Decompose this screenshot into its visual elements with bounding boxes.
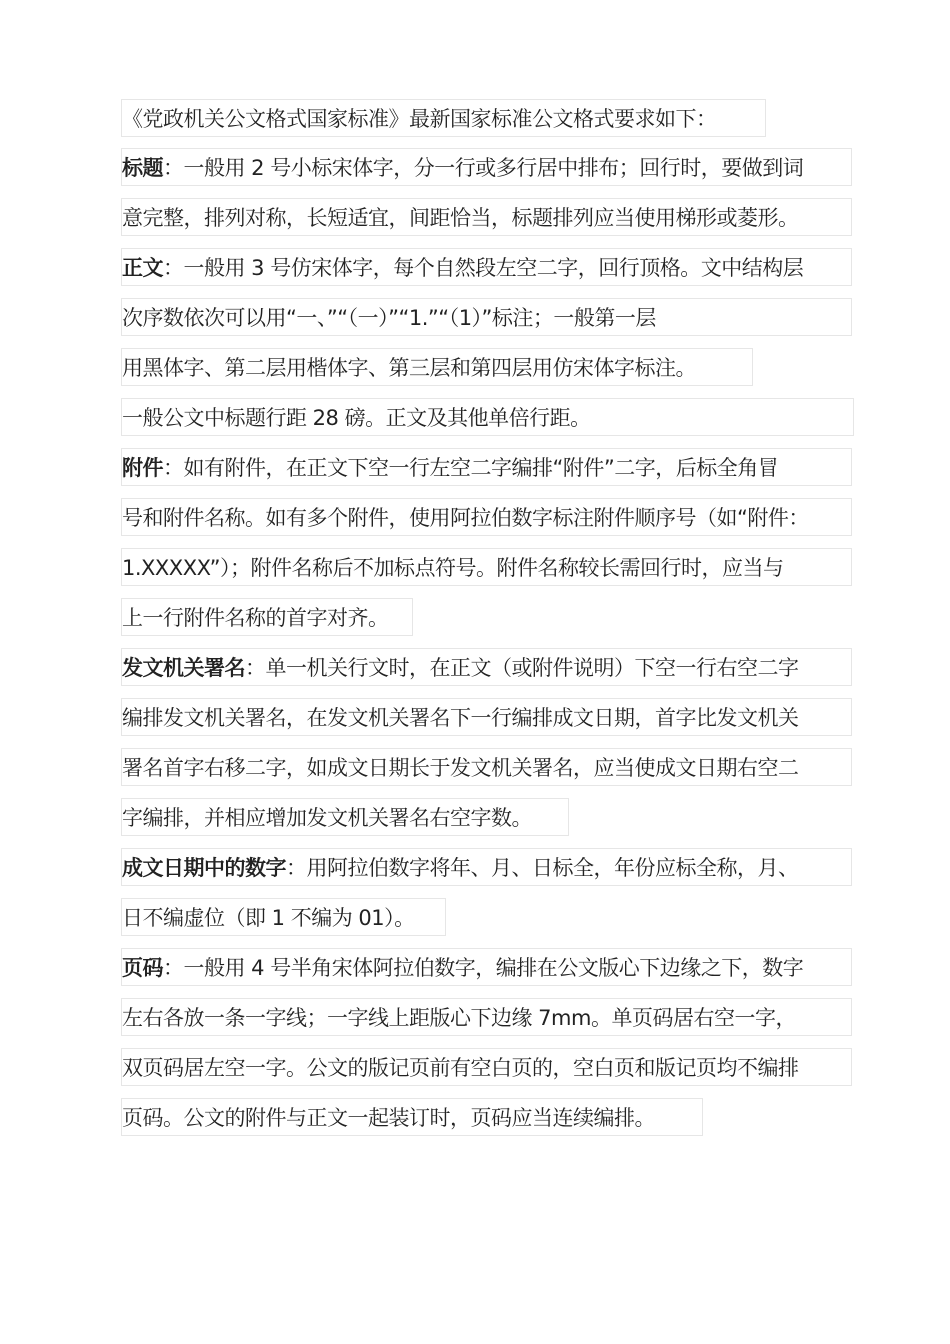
- attachment-section-line-4: [121, 598, 413, 636]
- body-section-line-3: [121, 348, 753, 386]
- date-section-text-2: 日不编虚位（即 1 不编为 01）。: [122, 906, 415, 930]
- body-section-text-4: 一般公文中标题行距 28 磅。正文及其他单倍行距。: [122, 406, 591, 430]
- attachment-section-line-2: [121, 498, 852, 536]
- page-number-section-line-4: [121, 1098, 703, 1136]
- title-section-heading: 标题: [122, 156, 163, 180]
- date-section-heading: 成文日期中的数字: [122, 856, 286, 880]
- page-number-section-text-3: 双页码居左空一字。公文的版记页前有空白页的，空白页和版记页均不编排: [122, 1056, 799, 1080]
- attachment-section-text-2: 号和附件名称。如有多个附件，使用阿拉伯数字标注附件顺序号（如“附件：: [122, 506, 809, 530]
- page-number-section-line-2: [121, 998, 852, 1036]
- attachment-section-line-3: [121, 548, 852, 586]
- issuer-section-text-3: 署名首字右移二字，如成文日期长于发文机关署名，应当使成文日期右空二: [122, 756, 799, 780]
- issuer-section-line-2: [121, 698, 852, 736]
- issuer-section-line-1: [121, 648, 852, 686]
- date-section-text-1: ：用阿拉伯数字将年、月、日标全，年份应标全称，月、: [286, 856, 799, 880]
- page-number-section-text-2: 左右各放一条一字线；一字线上距版心下边缘 7mm。单页码居右空一字，: [122, 1006, 796, 1030]
- date-section-line-1: [121, 848, 852, 886]
- attachment-section-heading: 附件: [122, 456, 163, 480]
- attachment-section-line-1: [121, 448, 852, 486]
- title-section-text-2: 意完整，排列对称，长短适宜，间距恰当，标题排列应当使用梯形或菱形。: [122, 206, 799, 230]
- title-section-line-2: [121, 198, 852, 236]
- issuer-section-text-1: ：单一机关行文时，在正文（或附件说明）下空一行右空二字: [245, 656, 799, 680]
- date-section-line-2: [121, 898, 446, 936]
- title-section-line-1: [121, 148, 852, 186]
- issuer-section-text-2: 编排发文机关署名，在发文机关署名下一行编排成文日期，首字比发文机关: [122, 706, 799, 730]
- page-number-section-text-4: 页码。公文的附件与正文一起装订时，页码应当连续编排。: [122, 1106, 655, 1130]
- body-section-line-4: [121, 398, 854, 436]
- issuer-section-heading: 发文机关署名: [122, 656, 245, 680]
- body-section-text-3: 用黑体字、第二层用楷体字、第三层和第四层用仿宋体字标注。: [122, 356, 696, 380]
- body-section-text-1: ：一般用 3 号仿宋体字，每个自然段左空二字，回行顶格。文中结构层: [163, 256, 804, 280]
- intro-line: [121, 99, 766, 137]
- body-section-line-1: [121, 248, 852, 286]
- intro-text: 《党政机关公文格式国家标准》最新国家标准公文格式要求如下：: [122, 107, 717, 131]
- attachment-section-text-1: ：如有附件，在正文下空一行左空二字编排“附件”二字，后标全角冒: [163, 456, 779, 480]
- body-section-line-2: [121, 298, 852, 336]
- attachment-section-text-4: 上一行附件名称的首字对齐。: [122, 606, 389, 630]
- issuer-section-text-4: 字编排，并相应增加发文机关署名右空字数。: [122, 806, 532, 830]
- attachment-section-text-3: 1.XXXXX”）；附件名称后不加标点符号。附件名称较长需回行时，应当与: [122, 556, 784, 580]
- body-section-heading: 正文: [122, 256, 163, 280]
- body-section-text-2: 次序数依次可以用“一、”“（一）”“1.”“（1）”标注；一般第一层: [122, 306, 656, 330]
- title-section-text-1: ：一般用 2 号小标宋体字，分一行或多行居中排布；回行时，要做到词: [163, 156, 804, 180]
- page-number-section-text-1: ：一般用 4 号半角宋体阿拉伯数字，编排在公文版心下边缘之下，数字: [163, 956, 804, 980]
- page-number-section-heading: 页码: [122, 956, 163, 980]
- issuer-section-line-4: [121, 798, 569, 836]
- page-number-section-line-3: [121, 1048, 852, 1086]
- page-number-section-line-1: [121, 948, 852, 986]
- issuer-section-line-3: [121, 748, 852, 786]
